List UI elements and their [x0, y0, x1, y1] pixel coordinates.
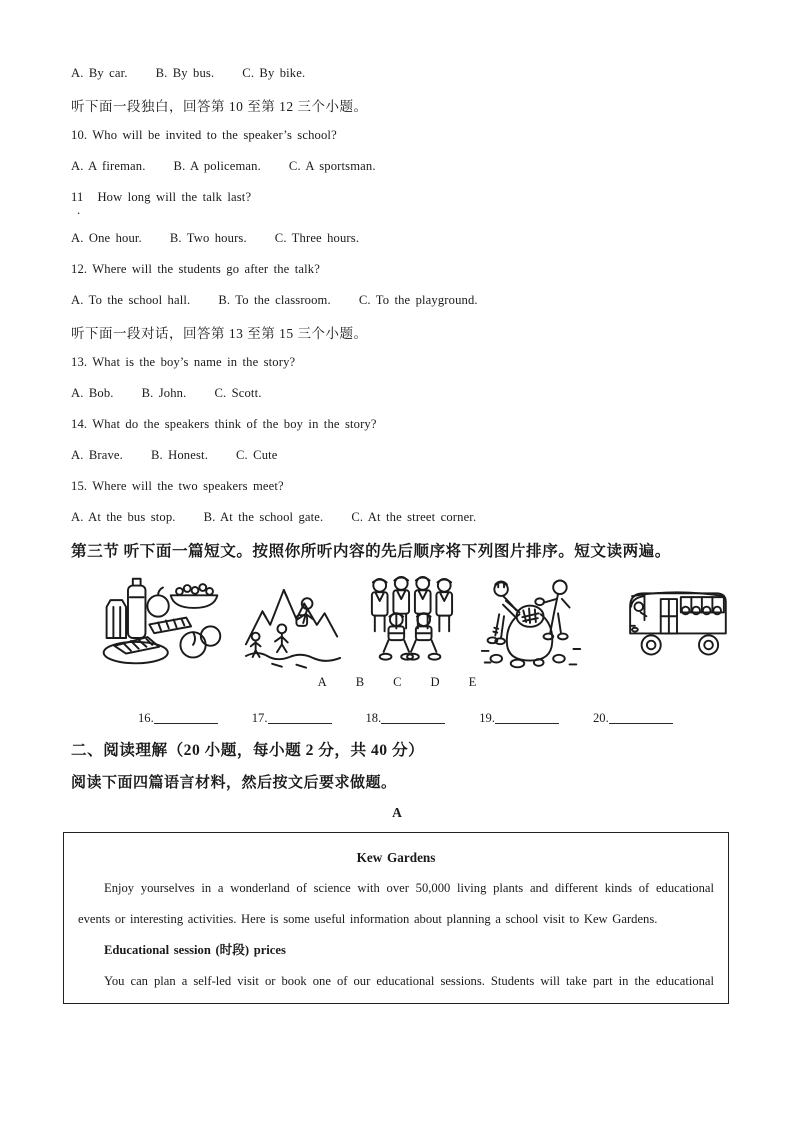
- section3-header: [71, 533, 723, 566]
- blank-20-line: [609, 709, 673, 724]
- blank-16-number: 16.: [138, 710, 154, 725]
- question-15-options: [71, 502, 723, 533]
- image-filling-a-sack: [477, 573, 585, 671]
- passage-paragraph-line: Enjoy yourselves in a wonderland of science with over 50,000 living plants and different kinds of educational: [104, 881, 714, 895]
- image-picnic-food: [93, 575, 229, 669]
- blank-17-number: 17.: [251, 710, 268, 725]
- blank-16-line: [154, 709, 218, 724]
- dialogue-prompt-text: 听下面一段对话，回答第 13 至第 15 三个小题。: [71, 325, 368, 341]
- question-14: [71, 409, 723, 440]
- question-13: [71, 347, 723, 378]
- option: B. To the classroom.: [218, 293, 331, 307]
- option: B. A policeman.: [173, 159, 261, 173]
- question-12: [71, 254, 723, 285]
- question-15-text: 15. Where will the two speakers meet?: [71, 479, 284, 493]
- passage-title: [78, 842, 714, 873]
- image-students-group-photo: [367, 574, 455, 671]
- question-11-text: How long will the talk last?: [97, 190, 252, 204]
- question-11: [71, 182, 723, 217]
- option: A. At the bus stop.: [71, 510, 176, 524]
- image-bus-with-passengers: [617, 578, 737, 666]
- reading-section-header: [71, 732, 723, 765]
- question-10-text: 10. Who will be invited to the speaker’s school?: [71, 128, 337, 142]
- reading-instruction: [71, 765, 723, 798]
- option: B. At the school gate.: [203, 510, 324, 524]
- question-14-text: 14. What do the speakers think of the boy in the story?: [71, 417, 377, 431]
- blank-20: [593, 707, 673, 726]
- question-13-options: [71, 378, 723, 409]
- blank-16: [138, 707, 218, 726]
- passage-a-label: [71, 798, 723, 828]
- blank-17: [252, 707, 332, 726]
- option: C. At the street corner.: [351, 510, 477, 524]
- label-letter-e: E: [468, 674, 477, 689]
- question-10-options: [71, 151, 723, 182]
- reading-instruction-text: 阅读下面四篇语言材料，然后按文后要求做题。: [71, 775, 397, 791]
- question-15: [71, 471, 723, 502]
- option: A. One hour.: [71, 231, 142, 245]
- blank-19-number: 19.: [479, 710, 495, 725]
- option: A. Bob.: [71, 386, 114, 400]
- blank-20-number: 20.: [593, 710, 609, 725]
- passage-paragraph-line: You can plan a self-led visit or book one of our educational sessions. Students will take part in the educational: [104, 974, 714, 988]
- option: C. By bike.: [242, 66, 306, 80]
- option: C. Scott.: [214, 386, 262, 400]
- monologue-prompt: [71, 89, 723, 120]
- blank-18: [366, 707, 446, 726]
- label-letter-d: D: [430, 674, 440, 689]
- monologue-prompt-text: 听下面一段独白，回答第 10 至第 12 三个小题。: [71, 98, 368, 114]
- question-11-number: 11: [71, 190, 84, 204]
- option: A. By car.: [71, 66, 128, 80]
- question-12-text: 12. Where will the students go after the talk?: [71, 262, 320, 276]
- option: C. A sportsman.: [288, 159, 376, 173]
- option: B. Honest.: [150, 448, 208, 462]
- question-11-period-artifact: .: [77, 203, 81, 217]
- blank-18-number: 18.: [365, 710, 382, 725]
- question-13-text: 13. What is the boy’s name in the story?: [71, 355, 296, 369]
- question-10: [71, 120, 723, 151]
- option: A. To the school hall.: [71, 293, 191, 307]
- option: B. Two hours.: [169, 231, 247, 245]
- option: B. John.: [141, 386, 187, 400]
- label-letter-b: B: [355, 674, 365, 689]
- picture-letter-labels: [71, 670, 723, 694]
- question-9-options: [71, 58, 723, 89]
- passage-box: [63, 832, 729, 1004]
- image-mountain-climbing: [243, 574, 345, 670]
- blank-19-line: [495, 709, 559, 724]
- option: A. A fireman.: [71, 159, 146, 173]
- question-12-options: [71, 285, 723, 316]
- blank-17-line: [268, 709, 332, 724]
- option: B. By bus.: [155, 66, 215, 80]
- option: C. Cute: [236, 448, 278, 462]
- option: C. To the playground.: [358, 293, 478, 307]
- blank-18-line: [381, 709, 445, 724]
- answer-blanks-row: [71, 700, 723, 732]
- passage-a-label-text: A: [392, 805, 402, 820]
- picture-strip: [93, 574, 723, 670]
- label-letter-a: A: [317, 674, 327, 689]
- reading-section-header-text: 二、阅读理解（20 小题，每小题 2 分，共 40 分）: [71, 741, 425, 759]
- question-11-options: [71, 223, 723, 254]
- option: C. Three hours.: [274, 231, 360, 245]
- option: A. Brave.: [71, 448, 123, 462]
- blank-19: [479, 707, 559, 726]
- passage-subheading: Educational session (时段) prices: [104, 943, 286, 957]
- passage-paragraph-line: events or interesting activities. Here is some useful information about planning a school visit to Kew Gardens.: [78, 912, 658, 926]
- section3-header-text: 第三节 听下面一篇短文。按照你所听内容的先后顺序将下列图片排序。短文读两遍。: [71, 542, 671, 560]
- passage-title-text: Kew Gardens: [356, 850, 436, 865]
- label-letter-c: C: [393, 674, 402, 689]
- question-14-options: [71, 440, 723, 471]
- dialogue-prompt: [71, 316, 723, 347]
